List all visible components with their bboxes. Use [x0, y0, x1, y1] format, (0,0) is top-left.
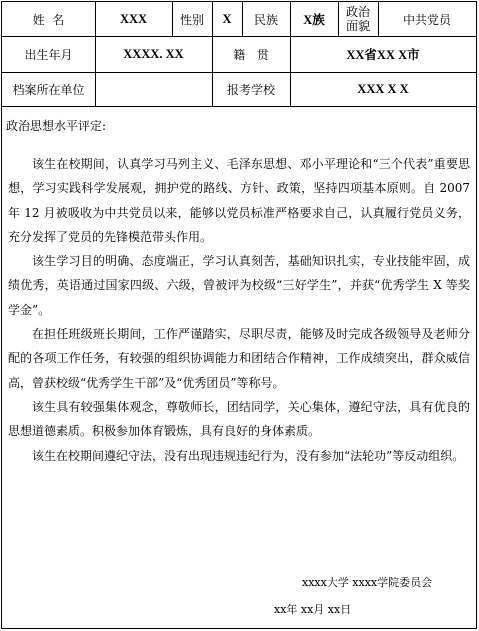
political-status-value: 中共党员 [402, 12, 451, 27]
evaluation-paragraph: 该生学习目的明确、态度端正，学习认真刻苦，基础知识扎实，专业技能牢固，成绩优秀，英语通过国家四级、六级，曾被评为校级“三好学生”，并获“优秀学生 X 等奖学金”。 [8, 254, 470, 317]
row3-bottom-line [2, 106, 476, 107]
name-value: XXX [119, 11, 148, 26]
archive-unit-label: 档案所在单位 [12, 82, 85, 97]
political-label-line1: 政治 [345, 5, 370, 19]
ethnicity-label: 民族 [253, 12, 278, 27]
target-school-value: XXX X X [357, 81, 409, 96]
birth-date-label: 出生年月 [24, 47, 73, 62]
native-place-label: 籍 贯 [233, 47, 269, 62]
evaluation-title: 政治思想水平评定: [6, 119, 107, 133]
target-school-label: 报考学校 [226, 82, 275, 97]
committee-signature: xxxx大学 xxxx学院委员会 [302, 576, 433, 589]
evaluation-paragraph: 该生在校期间遵纪守法，没有出现违规违纪行为，没有参加“法轮功”等反动组织。 [32, 448, 465, 463]
archive-unit-value [95, 72, 212, 106]
name-label: 姓 名 [32, 12, 65, 27]
political-evaluation-form [1, 1, 477, 629]
political-label-line2: 面貌 [345, 19, 370, 33]
signature-date: xx年 xx月 xx日 [274, 603, 352, 616]
gender-label: 性别 [179, 12, 204, 27]
evaluation-paragraph: 该生具有较强集体观念，尊敬师长，团结同学，关心集体，遵纪守法，具有优良的思想道德素质。积极参加体育锻炼，具有良好的身体素质。 [8, 399, 470, 439]
gender-value: X [222, 11, 232, 26]
ethnicity-value: X族 [303, 13, 325, 27]
birth-date-value: XXXX. XX [123, 46, 184, 61]
native-place-value: XX省XX X市 [346, 48, 420, 62]
evaluation-paragraph: 该生在校期间，认真学习马列主义、毛泽东思想、邓小平理论和“三个代表”重要思想，学习实践科学发展观，拥护党的路线、方针、政策，坚持四项基本原则。自 2007 年 12 月被吸收为中共党员以来，能够以党员标准严格要求自己，认真履行党员义务，充分发挥了党员的先锋模范带头作用。 [8, 157, 470, 244]
political-status-label [338, 2, 378, 36]
evaluation-paragraph: 在担任班级班长期间，工作严谨踏实，尽职尽责，能够及时完成各级领导及老师分配的各项工作任务，有较强的组织协调能力和团结合作精神，工作成绩突出，群众威信高，曾获校级“优秀学生干部”及“优秀团员”等称号。 [8, 327, 470, 390]
evaluation-body [8, 152, 470, 468]
